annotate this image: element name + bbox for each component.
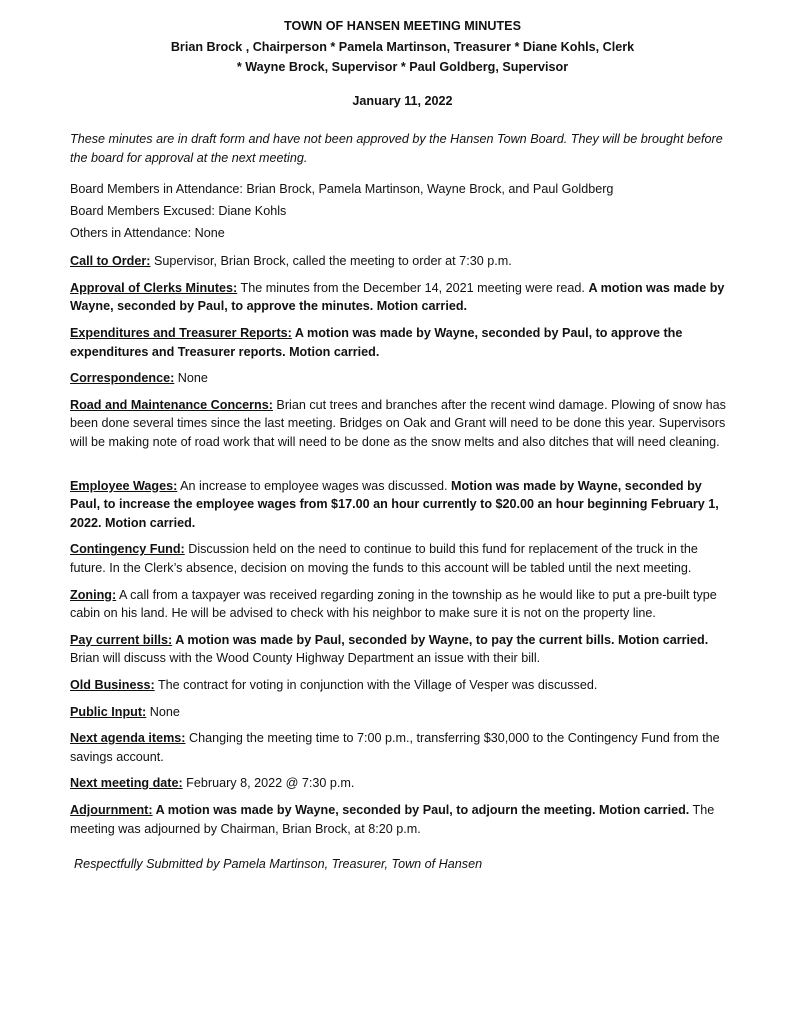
motion-text: A motion was made by Wayne, seconded by Paul, to approve the expenditures and Treasurer reports. Motion carried.: [70, 326, 683, 359]
section-text: None: [146, 704, 180, 719]
motion-text: A motion was made by Paul, seconded by Wayne, to pay the current bills. Motion carried.: [172, 632, 709, 647]
motion-text: A motion was made by Wayne, seconded by Paul, to adjourn the meeting. Motion carried.: [152, 802, 690, 817]
section-text: Brian cut trees and branches after the recent wind damage. Plowing of snow has been done several times since the last meeting. Bridges on Oak and Grant will need to be done this year. Supervisors will be making note of road work that will need to be done as the snow melts and also ditches that will need cleaning.: [70, 397, 726, 450]
section-label: Approval of Clerks Minutes:: [70, 280, 238, 295]
section-text: Discussion held on the need to continue to build this fund for replacement of the truck in the future. In the Clerk’s absence, decision on moving the funds to this account will be tabled until the next meeting.: [70, 542, 698, 575]
section-text: None: [174, 371, 208, 386]
section-call-to-order: [70, 252, 735, 271]
section-text: Supervisor, Brian Brock, called the meeting to order at 7:30 p.m.: [150, 254, 512, 269]
section-text: A call from a taxpayer was received regarding zoning in the township as he would like to put a pre-built type cabin on his land. He will be advised to check with his neighbor to make sure it is not on the property line.: [70, 587, 717, 621]
section-adjournment: [70, 801, 735, 838]
document-header: [70, 16, 735, 78]
section-label: Employee Wages:: [70, 478, 178, 493]
section-text: The meeting was adjourned by Chairman, Brian Brock, at 8:20 p.m.: [70, 802, 715, 836]
draft-notice: These minutes are in draft form and have not been approved by the Hansen Town Board. They will be brought before the board for approval at the next meeting.: [70, 132, 723, 165]
section-expenditures: [70, 324, 735, 361]
section-clerks-minutes: [70, 279, 735, 316]
section-contingency-fund: [70, 540, 735, 577]
section-label: Adjournment:: [70, 802, 153, 817]
others-attending: Others in Attendance: None: [70, 226, 225, 241]
section-zoning: [70, 586, 735, 623]
section-pay-bills: [70, 631, 735, 668]
section-label: Next agenda items:: [70, 731, 186, 746]
section-label: Public Input:: [70, 704, 147, 719]
attendance-block: [70, 178, 735, 244]
section-label: Call to Order:: [70, 254, 151, 269]
submitted-by: Respectfully Submitted by Pamela Martinson, Treasurer, Town of Hansen: [74, 857, 483, 872]
section-next-agenda: [70, 729, 735, 766]
section-label: Contingency Fund:: [70, 542, 185, 557]
motion-text: Motion was made by Wayne, seconded by Paul, to increase the employee wages from $17.00 an hour currently to $20.00 an hour beginning February 1, 2022. Motion carried.: [70, 478, 719, 530]
document-title: TOWN OF HANSEN MEETING MINUTES: [284, 19, 521, 33]
meeting-date: January 11, 2022: [352, 93, 453, 108]
section-text: Changing the meeting time to 7:00 p.m., transferring $30,000 to the Contingency Fund from the savings account.: [70, 731, 720, 764]
board-members-line-1: Brian Brock , Chairperson * Pamela Martinson, Treasurer * Diane Kohls, Clerk: [170, 39, 635, 54]
section-text: February 8, 2022 @ 7:30 p.m.: [182, 776, 355, 791]
section-text: The minutes from the December 14, 2021 meeting were read.: [237, 280, 589, 295]
section-old-business: [70, 676, 735, 695]
section-public-input: [70, 703, 735, 722]
section-label: Expenditures and Treasurer Reports:: [70, 326, 292, 341]
section-employee-wages: [70, 477, 735, 533]
members-present: Board Members in Attendance: Brian Brock, Pamela Martinson, Wayne Brock, and Paul Goldberg: [70, 182, 614, 197]
section-label: Next meeting date:: [70, 776, 183, 791]
section-road-maintenance: [70, 396, 735, 452]
board-members-line-2: * Wayne Brock, Supervisor * Paul Goldberg, Supervisor: [236, 60, 569, 74]
section-text: The contract for voting in conjunction with the Village of Vesper was discussed.: [154, 677, 598, 692]
section-label: Pay current bills:: [70, 632, 173, 647]
section-label: Correspondence:: [70, 371, 175, 386]
section-label: Road and Maintenance Concerns:: [70, 397, 273, 412]
section-text: Brian will discuss with the Wood County Highway Department an issue with their bill.: [70, 651, 541, 666]
section-next-meeting-date: [70, 774, 735, 793]
section-label: Zoning:: [70, 587, 117, 602]
motion-text: A motion was made by Wayne, seconded by Paul, to approve the minutes. Motion carried.: [70, 280, 725, 314]
members-excused: Board Members Excused: Diane Kohls: [70, 204, 287, 219]
section-label: Old Business:: [70, 677, 155, 692]
section-text: An increase to employee wages was discussed.: [177, 478, 452, 493]
section-correspondence: [70, 369, 735, 388]
